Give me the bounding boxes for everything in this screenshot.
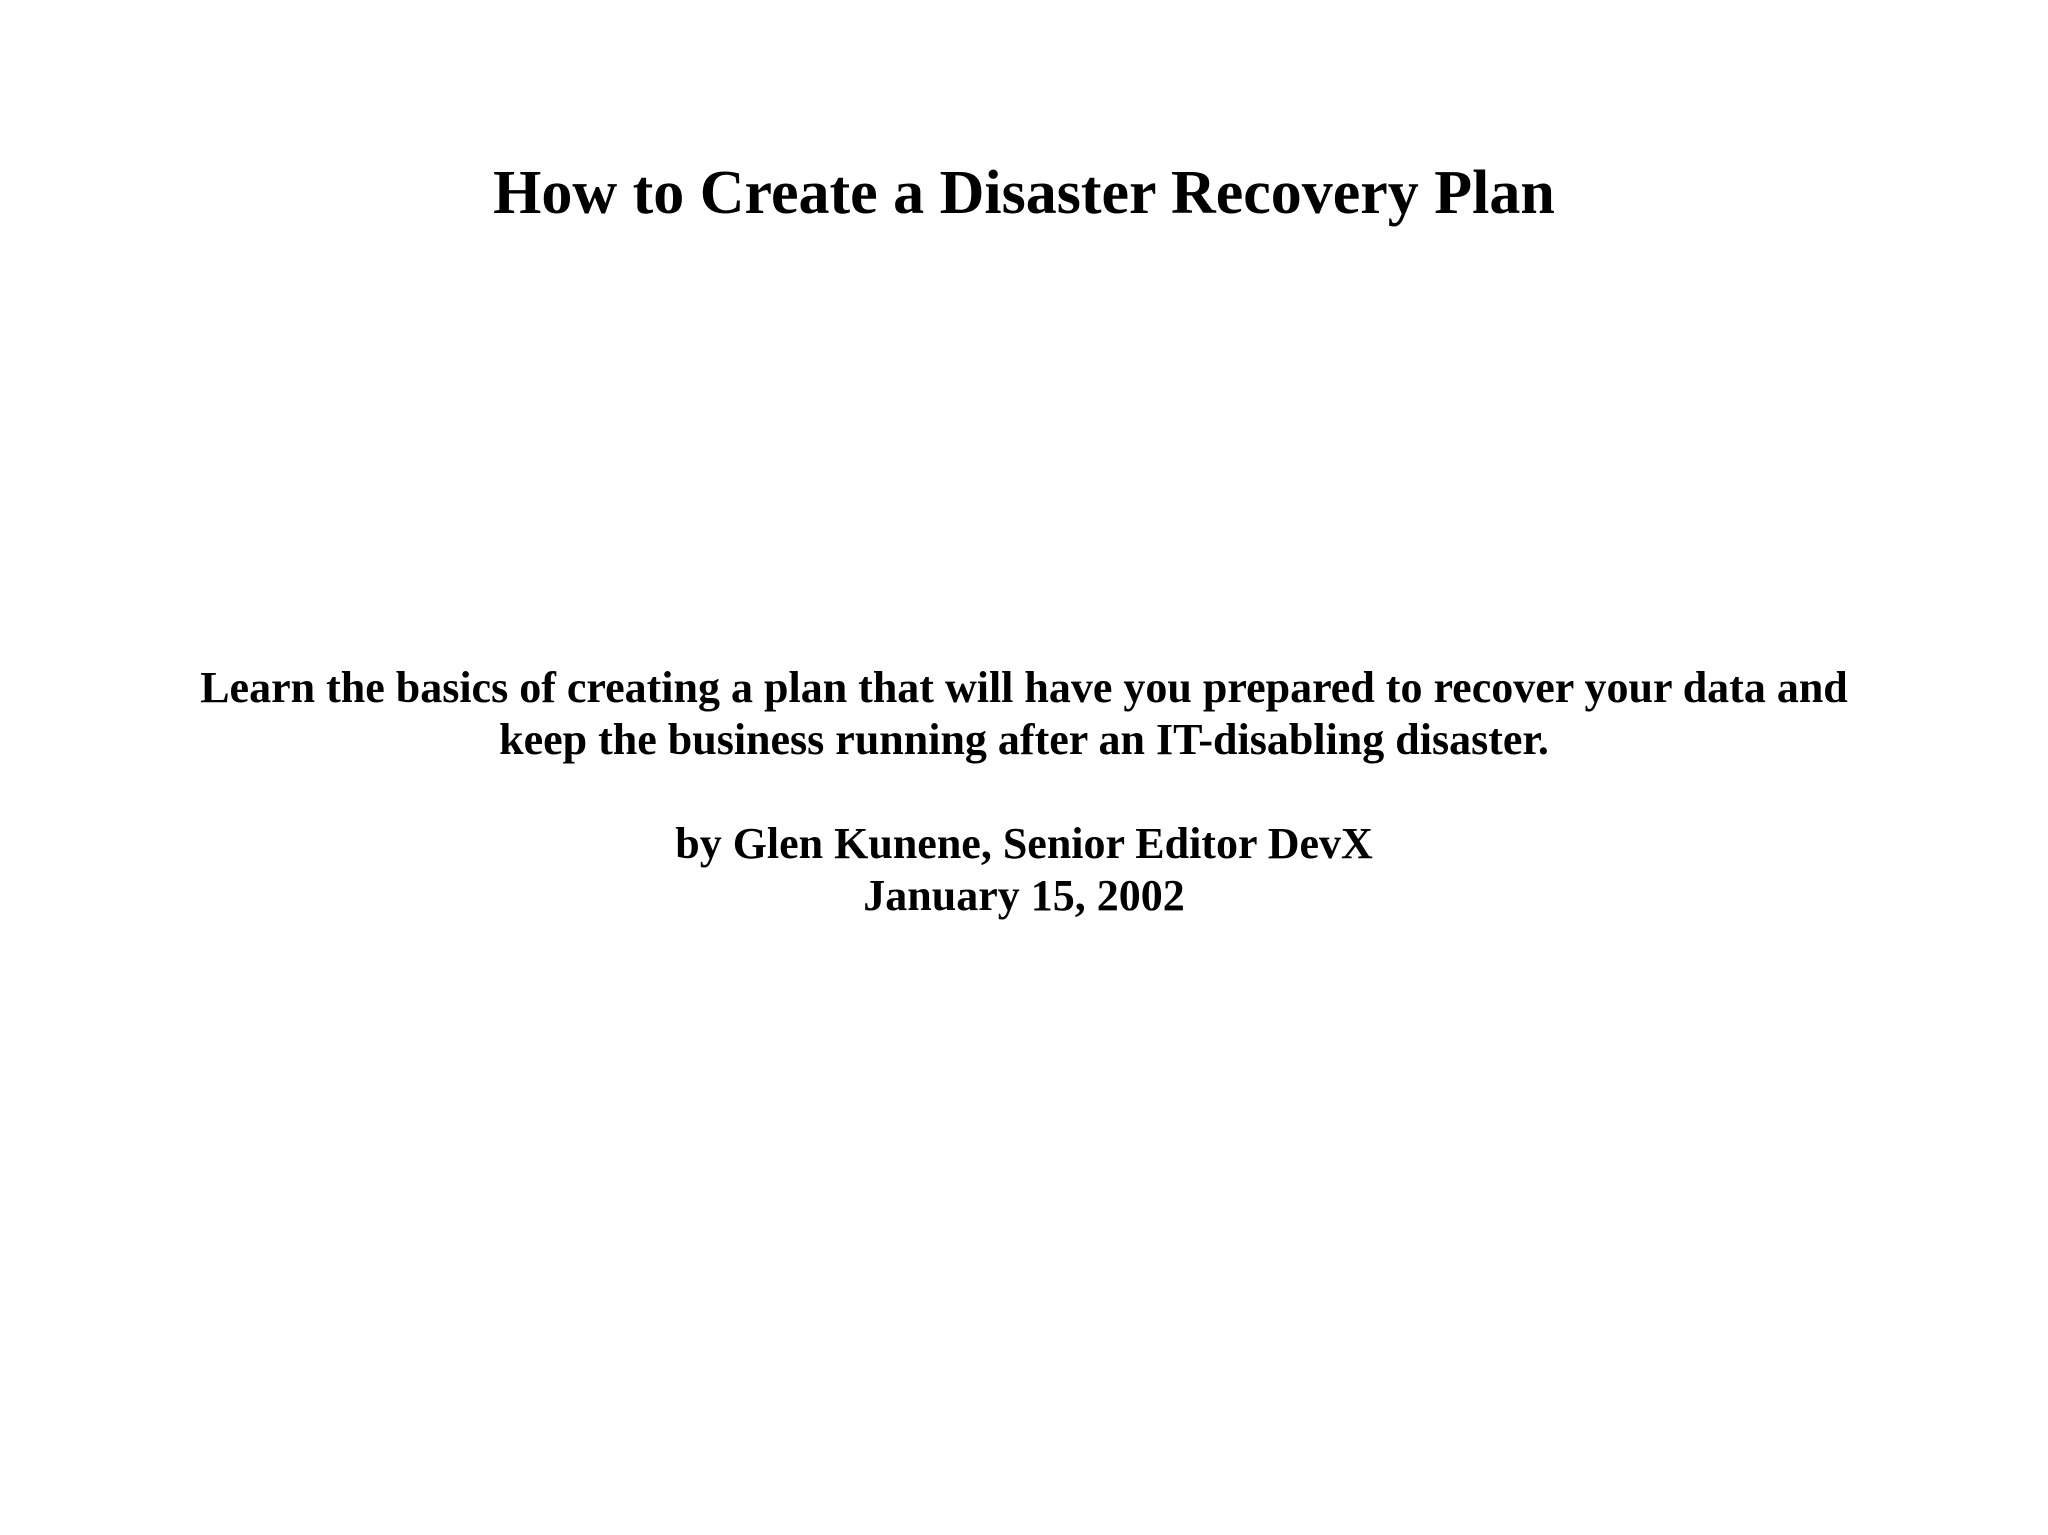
author-block <box>0 818 2048 922</box>
document-summary <box>100 662 1948 766</box>
document-title: How to Create a Disaster Recovery Plan <box>493 159 1555 227</box>
publication-date: January 15, 2002 <box>863 871 1185 920</box>
author-byline: by Glen Kunene, Senior Editor DevX <box>675 819 1373 868</box>
summary-line-2: keep the business running after an IT-disabling disaster. <box>499 715 1549 764</box>
summary-line-1: Learn the basics of creating a plan that will have you prepared to recover your data and <box>200 663 1848 712</box>
